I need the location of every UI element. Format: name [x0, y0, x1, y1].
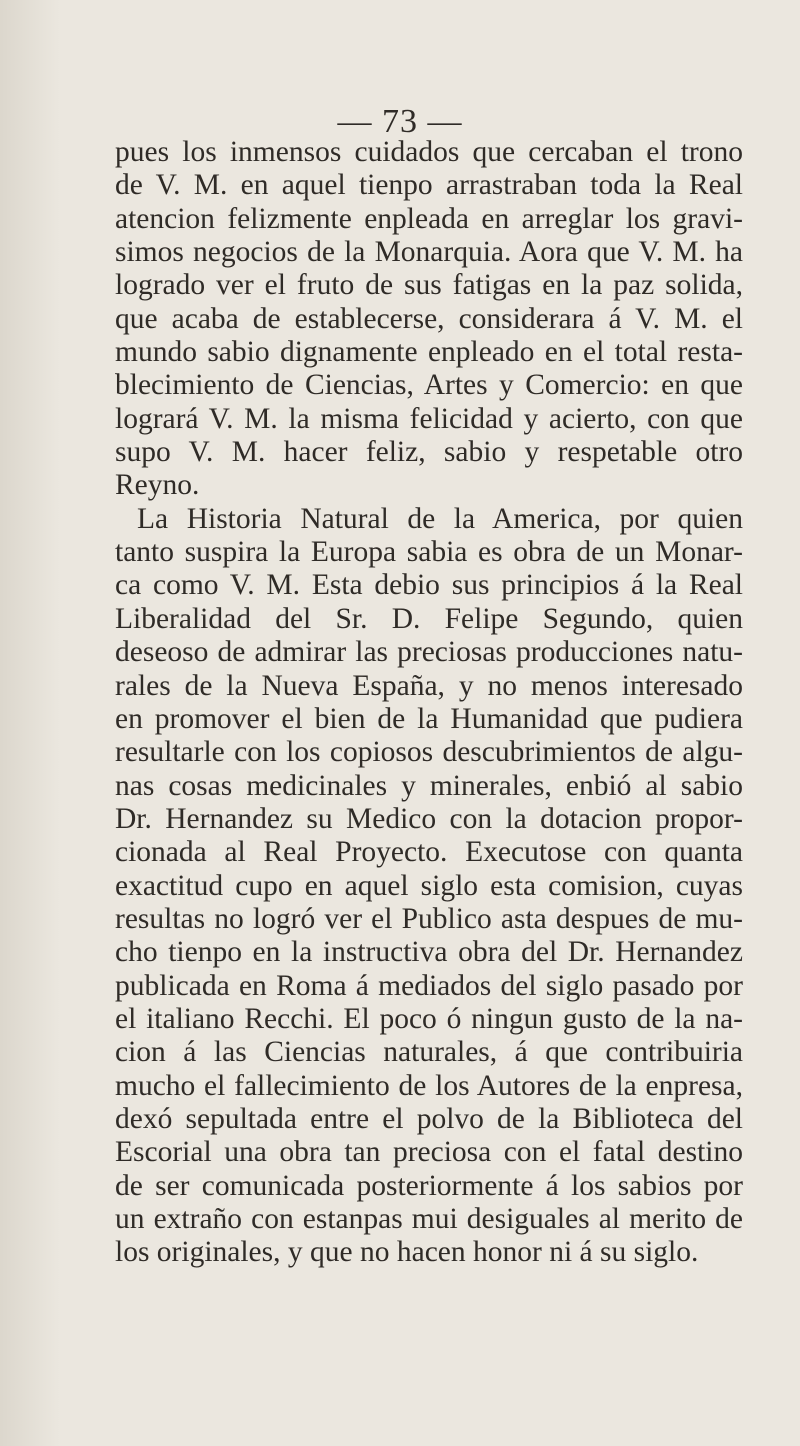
text-line: exactitud cupo en aquel siglo esta comision, cuyas: [115, 869, 743, 902]
text-line: mucho el fallecimiento de los Autores de la enpresa,: [115, 1069, 743, 1102]
body-text: [115, 136, 743, 1270]
text-line: mundo sabio dignamente enpleado en el total resta-: [115, 336, 743, 369]
text-line: los originales, y que no hacen honor ni á su siglo.: [115, 1236, 699, 1269]
text-line: tanto suspira la Europa sabia es obra de un Monar-: [115, 536, 743, 569]
page-number: — 73 —: [337, 103, 463, 140]
text-line: ca como V. M. Esta debio sus principios á la Real: [115, 569, 743, 602]
text-line: resultas no logró ver el Publico asta despues de mu-: [115, 902, 743, 935]
text-line: Liberalidad del Sr. D. Felipe Segundo, quien: [115, 602, 743, 635]
text-line: resultarle con los copiosos descubrimientos de algu-: [115, 736, 743, 769]
text-line: logrado ver el fruto de sus fatigas en la paz solida,: [115, 269, 743, 302]
text-line: atencion felizmente enpleada en arreglar los gravi-: [115, 202, 743, 235]
text-line: blecimiento de Ciencias, Artes y Comercio: en que: [115, 369, 743, 402]
text-line: supo V. M. hacer feliz, sabio y respetable otro: [115, 436, 743, 469]
text-line: cion á las Ciencias naturales, á que contribuiria: [115, 1036, 743, 1069]
text-line-paragraph-start: La Historia Natural de la America, por quien: [137, 502, 743, 535]
text-line: Dr. Hernandez su Medico con la dotacion propor-: [115, 802, 743, 835]
page-edge-shadow: [0, 0, 60, 1446]
text-line: Reyno.: [115, 469, 200, 502]
text-line: pues los inmensos cuidados que cercaban el trono: [115, 136, 743, 168]
text-line: el italiano Recchi. El poco ó ningun gusto de la na-: [115, 1002, 743, 1035]
text-line: simos negocios de la Monarquia. Aora que V. M. ha: [115, 236, 743, 269]
text-line: de V. M. en aquel tienpo arrastraban toda la Real: [115, 169, 743, 202]
text-line: en promover el bien de la Humanidad que pudiera: [115, 702, 743, 735]
text-line: cionada al Real Proyecto. Executose con quanta: [115, 836, 743, 869]
text-line: de ser comunicada posteriormente á los sabios por: [115, 1169, 743, 1202]
text-line: un extraño con estanpas mui desiguales al merito de: [115, 1203, 743, 1235]
text-line: Escorial una obra tan preciosa con el fatal destino: [115, 1136, 743, 1169]
text-line: dexó sepultada entre el polvo de la Biblioteca del: [115, 1102, 743, 1135]
text-line: nas cosas medicinales y minerales, enbió al sabio: [115, 769, 743, 802]
text-line: logrará V. M. la misma felicidad y acierto, con que: [115, 402, 743, 435]
text-line: cho tienpo en la instructiva obra del Dr. Hernandez: [115, 936, 743, 969]
text-line: deseoso de admirar las preciosas producciones natu-: [115, 636, 743, 669]
text-line: que acaba de establecerse, considerara á V. M. el: [115, 302, 743, 335]
text-line: publicada en Roma á mediados del siglo pasado por: [115, 969, 743, 1002]
text-line: rales de la Nueva España, y no menos interesado: [115, 669, 743, 702]
